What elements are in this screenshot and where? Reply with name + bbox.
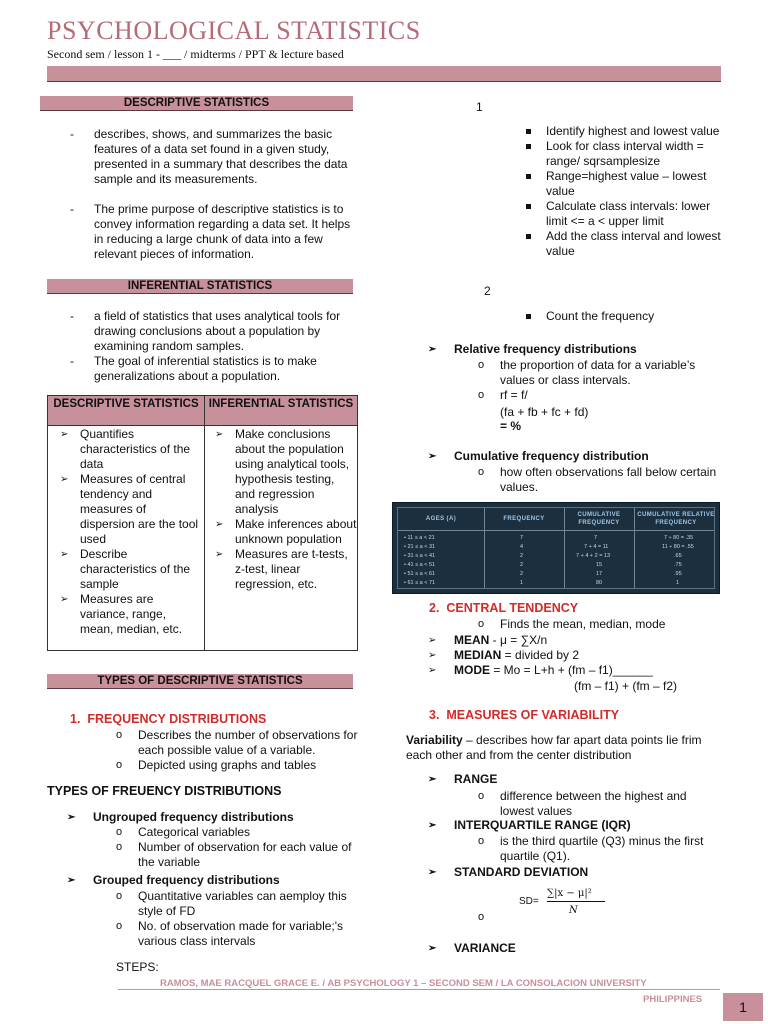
variability-text: – describes how far apart data points lie frim each other and from the center distribution xyxy=(406,733,702,762)
list-item: - a field of statistics that uses analytical tools for drawing conclusions about a population by examining random samples. xyxy=(70,309,362,354)
descriptive-points xyxy=(70,127,362,262)
footer-country: PHILIPPINES xyxy=(643,994,703,1005)
chalk-cell: • 51 ≤ a < 61 xyxy=(404,571,436,577)
chalk-cell: 7 + 4 + 2 = 13 xyxy=(576,553,611,559)
chalk-cell: 11 ÷ 80 = .55 xyxy=(662,544,694,550)
list-item: Identify highest and lowest value xyxy=(524,124,734,139)
step1-number: 1 xyxy=(476,100,483,114)
variability-definition xyxy=(406,733,726,763)
list-item: o No. of observation made for variable;'s various class intervals xyxy=(116,919,361,949)
mean-label: MEAN xyxy=(454,633,490,647)
chalk-cell: 2 xyxy=(520,562,524,568)
chalk-cell: 7 ÷ 80 = .35 xyxy=(664,535,694,541)
comparison-col2 xyxy=(235,427,357,650)
chalk-cell: 17 xyxy=(596,571,603,577)
mode-label: MODE xyxy=(454,663,490,677)
list-item: o Finds the mean, median, mode xyxy=(478,617,718,632)
range-title: ➢ RANGE xyxy=(428,772,497,787)
descriptive-heading: DESCRIPTIVE STATISTICS xyxy=(40,96,353,111)
chalk-cell: .65 xyxy=(674,553,682,559)
mode-line xyxy=(428,663,653,678)
sd-title: ➢ STANDARD DEVIATION xyxy=(428,865,588,880)
inferential-points xyxy=(70,309,362,384)
chalk-cell: 7 + 4 = 11 xyxy=(584,544,609,550)
chalk-header: AGES (A) xyxy=(425,516,457,522)
mean-line xyxy=(428,633,547,648)
chalk-cell: • 61 ≤ a < 71 xyxy=(404,580,436,586)
central-tendency-title: 2. CENTRAL TENDENCY xyxy=(429,601,579,615)
chalk-cell: 80 xyxy=(596,580,603,586)
sd-numerator: ∑|x − μ|² xyxy=(547,888,592,899)
list-item: ➢ Measures are variance, range, mean, median, etc. xyxy=(60,592,202,637)
list-item: ➢ Measures are t-tests, z-test, linear regression, etc. xyxy=(215,547,357,592)
mode-formula-denominator: (fm – f1) + (fm – f2) xyxy=(574,679,678,693)
page-number: 1 xyxy=(723,993,763,1021)
variability-title: 3. MEASURES OF VARIABILITY xyxy=(429,708,620,722)
iqr-title: ➢ INTERQUARTILE RANGE (IQR) xyxy=(428,818,631,833)
chalk-cell: 2 xyxy=(520,553,524,559)
chalk-cell: 7 xyxy=(594,535,598,541)
list-item: ➢ Make inferences about unknown population xyxy=(215,517,357,547)
list-item: o Depicted using graphs and tables xyxy=(116,758,361,773)
relative-formula-denominator: (fa + fb + fc + fd) xyxy=(500,405,589,419)
footer-author: RAMOS, MAE RACQUEL GRACE E. / AB PSYCHOLOGY 1 – SECOND SEM / LA CONSOLACION UNIVERSITY xyxy=(160,978,647,989)
ungrouped-title: ➢ Ungrouped frequency distributions xyxy=(67,810,294,825)
list-item: Range=highest value – lowest value xyxy=(524,169,734,199)
mode-formula: = Mo = L+h + (fm – f1)______ xyxy=(490,663,653,677)
list-item: ➢ Measures of central tendency and measures of dispersion are the tool used xyxy=(60,472,202,547)
chalk-cell: .95 xyxy=(674,571,682,577)
chalk-header: CUMULATIVE FREQUENCY xyxy=(577,512,621,526)
variability-label: Variability xyxy=(406,733,463,747)
list-item: ➢ Quantifies characteristics of the data xyxy=(60,427,202,472)
median-line xyxy=(428,648,579,663)
cumulative-frequency-table-image xyxy=(392,502,720,594)
step2-number: 2 xyxy=(484,284,491,298)
chalk-cell: 7 xyxy=(520,535,524,541)
sd-formula xyxy=(519,886,619,918)
list-item: o is the third quartile (Q3) minus the first quartile (Q1). xyxy=(478,834,718,864)
header-band xyxy=(47,66,721,82)
central-tendency-points xyxy=(478,617,718,632)
chalk-cell: • 11 ≤ a < 21 xyxy=(404,535,435,541)
list-item: o difference between the highest and lowest values xyxy=(478,789,718,819)
ungrouped-points xyxy=(116,825,361,870)
relative-frequency-title: ➢ Relative frequency distributions xyxy=(428,342,637,357)
median-formula: = divided by 2 xyxy=(501,648,580,662)
relative-formula-percent: = % xyxy=(500,419,522,433)
list-item: - The goal of inferential statistics is to make generalizations about a population. xyxy=(70,354,362,384)
list-item: - describes, shows, and summarizes the basic features of a data set found in a given study, presented in a summary that describes the data sample and its measurements. xyxy=(70,127,362,187)
list-item: o Categorical variables xyxy=(116,825,361,840)
chalk-cell: .75 xyxy=(674,562,682,568)
list-item: Look for class interval width = range/ sqrsamplesize xyxy=(524,139,734,169)
list-item: o how often observations fall below certain values. xyxy=(478,465,718,495)
iqr-points xyxy=(478,834,718,864)
list-item: o the proportion of data for a variable’s values or class intervals. xyxy=(478,358,718,388)
sd-denominator: N xyxy=(569,905,578,916)
fd-points xyxy=(116,728,361,773)
sd-label: SD= xyxy=(519,896,539,907)
table-divider xyxy=(204,396,205,650)
chalk-header: FREQUENCY xyxy=(503,516,545,522)
list-item: - The prime purpose of descriptive statistics is to convey information regarding a data set. It helps in reducing a large chunk of data into a few relevant pieces of information. xyxy=(70,202,362,262)
median-label: MEDIAN xyxy=(454,648,502,662)
step1-list xyxy=(524,124,734,259)
document-subtitle: Second sem / lesson 1 - ___ / midterms / PPT & lecture based xyxy=(47,47,344,61)
footer-rule xyxy=(118,989,720,990)
comparison-col2-header: INFERENTIAL STATISTICS xyxy=(205,396,357,426)
comparison-col1-header: DESCRIPTIVE STATISTICS xyxy=(48,396,204,426)
chalk-cell: 4 xyxy=(520,544,524,550)
chalk-cell: 1 xyxy=(676,580,680,586)
comparison-col1 xyxy=(80,427,202,650)
inferential-heading: INFERENTIAL STATISTICS xyxy=(47,279,353,294)
step2-list xyxy=(524,309,734,324)
chalk-header: CUMULATIVE RELATIVE FREQUENCY xyxy=(637,512,715,526)
grouped-points xyxy=(116,889,361,949)
chalk-cell: • 21 ≤ a < 31 xyxy=(404,544,436,550)
chalk-cell: 1 xyxy=(520,580,524,586)
list-item: ➢ Make conclusions about the population using analytical tools, hypothesis testing, and regression analysis xyxy=(215,427,357,517)
cumulative-frequency-title: ➢ Cumulative frequency distribution xyxy=(428,449,649,464)
list-item: Count the frequency xyxy=(524,309,734,324)
list-item: o rf = f/ xyxy=(478,388,718,403)
o-bullet: o xyxy=(478,911,485,923)
list-item: o Describes the number of observations for each possible value of a variable. xyxy=(116,728,361,758)
range-points xyxy=(478,789,718,819)
chalk-cell: • 41 ≤ a < 51 xyxy=(404,562,436,568)
document-title: PSYCHOLOGICAL STATISTICS xyxy=(47,16,421,45)
frequency-distributions-title: 1. FREQUENCY DISTRIBUTIONS xyxy=(70,712,267,726)
list-item: Calculate class intervals: lower limit <= a < upper limit xyxy=(524,199,734,229)
steps-label: STEPS: xyxy=(116,960,159,974)
list-item: o Quantitative variables can aemploy this style of FD xyxy=(116,889,361,919)
comparison-table xyxy=(47,395,358,651)
list-item: o Number of observation for each value of the variable xyxy=(116,840,361,870)
variance-title: ➢ VARIANCE xyxy=(428,941,516,956)
chalk-cell: 15 xyxy=(596,562,603,568)
chalk-cell: 2 xyxy=(520,571,524,577)
types-heading: TYPES OF DESCRIPTIVE STATISTICS xyxy=(47,674,353,689)
chalk-cell: • 31 ≤ a < 41 xyxy=(404,553,436,559)
grouped-title: ➢ Grouped frequency distributions xyxy=(67,873,280,888)
cumulative-frequency-points xyxy=(478,465,718,495)
freq-types-title: TYPES OF FREUENCY DISTRIBUTIONS xyxy=(47,784,282,798)
list-item: ➢ Describe characteristics of the sample xyxy=(60,547,202,592)
relative-frequency-points xyxy=(478,358,718,403)
mean-formula: - μ = ∑X/n xyxy=(489,633,548,647)
list-item: Add the class interval and lowest value xyxy=(524,229,734,259)
